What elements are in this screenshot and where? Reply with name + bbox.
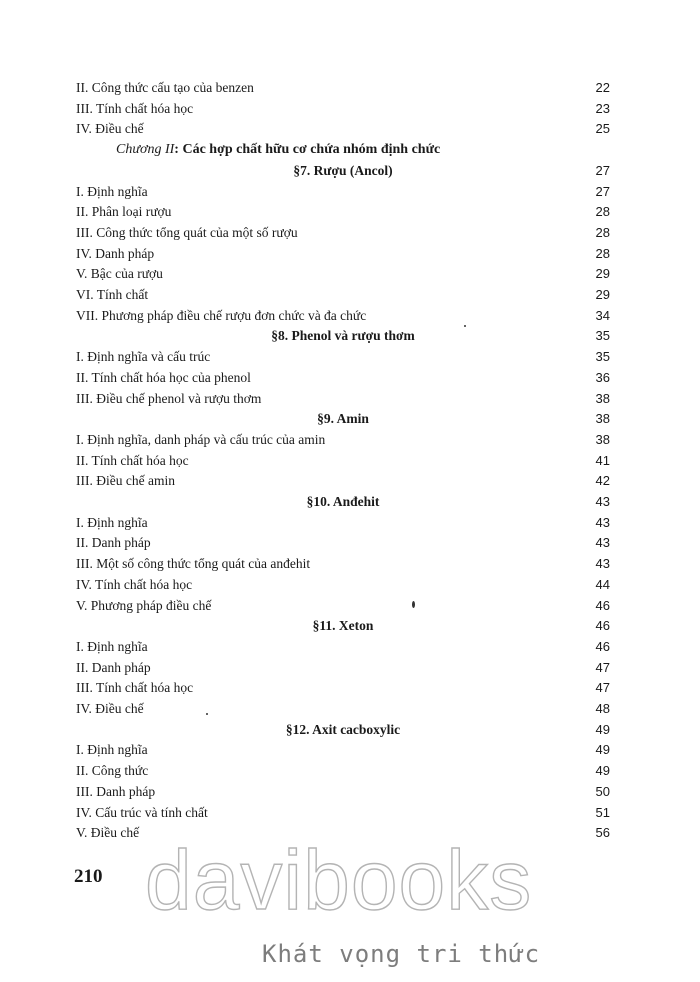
toc-page-number: 46: [595, 597, 610, 613]
toc-entry-title: III. Một số công thức tổng quát của anđehit: [76, 556, 311, 572]
chapter-prefix: Chương II: [116, 142, 175, 158]
toc-entry-title: III. Danh pháp: [76, 783, 156, 799]
toc-entry: [76, 533, 610, 553]
scan-speck: [464, 325, 466, 327]
toc-entry: [76, 471, 610, 491]
toc-entry: [76, 306, 610, 326]
toc-page-number: 46: [595, 618, 610, 634]
toc-entry-title: IV. Điều chế: [76, 121, 144, 137]
toc-page-number: 22: [595, 80, 610, 95]
toc-entry-title: II. Danh pháp: [76, 535, 151, 551]
toc-entry: [76, 389, 610, 409]
toc-entry: [76, 451, 610, 471]
toc-entry-title: II. Tính chất hóa học: [76, 452, 189, 468]
toc-section-heading: [76, 161, 610, 181]
toc-entry-title: III. Tính chất hóa học: [76, 680, 194, 696]
toc-entry-title: Chương II: Các hợp chất hữu cơ chứa nhóm định chức: [116, 142, 441, 158]
toc-entry-title: V. Bậc của rượu: [76, 266, 163, 282]
toc-section-heading: [76, 492, 610, 512]
chapter-title: Các hợp chất hữu cơ chứa nhóm định chức: [182, 142, 441, 158]
toc-entry-title: II. Phân loại rượu: [76, 204, 172, 220]
toc-entry: [76, 637, 610, 657]
toc-entry-title: IV. Danh pháp: [76, 245, 155, 261]
toc-entry-title: I. Định nghĩa và cấu trúc: [76, 349, 211, 365]
toc-entry: [76, 658, 610, 678]
toc-entry-title: §12. Axit cacboxylic: [285, 721, 401, 737]
toc-page-number: 43: [595, 535, 610, 551]
toc-page-number: 56: [595, 825, 610, 841]
toc-entry: [76, 513, 610, 533]
toc-page-number: 34: [595, 307, 610, 323]
toc-page-number: 49: [595, 763, 610, 779]
toc-page-number: 44: [595, 576, 610, 592]
toc-entry: [76, 596, 610, 616]
toc-entry: [76, 368, 610, 388]
toc-page-number: 48: [595, 701, 610, 716]
toc-page-number: 51: [595, 804, 610, 820]
toc-page-number: 29: [595, 266, 610, 282]
toc-entry: [76, 678, 610, 698]
toc-page-number: 29: [595, 287, 610, 302]
toc-page-number: 47: [595, 659, 610, 675]
watermark-brand: davibooks: [145, 833, 533, 927]
toc-entry: [76, 285, 610, 305]
scan-speck: [412, 601, 415, 608]
toc-entry: [76, 803, 610, 823]
toc-section-heading: [76, 720, 610, 740]
toc-entry-title: IV. Điều chế: [76, 701, 144, 716]
toc-page-number: 35: [595, 349, 610, 365]
toc-entry: [76, 740, 610, 760]
toc-chapter-heading: [76, 140, 610, 160]
toc-page-number: 28: [595, 224, 610, 240]
toc-entry-title: II. Tính chất hóa học của phenol: [76, 369, 251, 385]
toc-entry-title: III. Tính chất hóa học: [76, 100, 194, 116]
toc-entry: [76, 182, 610, 202]
toc-section-heading: [76, 409, 610, 429]
toc-entry-title: §11. Xeton: [312, 618, 374, 634]
toc-page-number: 25: [595, 121, 610, 137]
toc-page-number: 46: [595, 638, 610, 654]
toc-page-number: 43: [595, 494, 610, 509]
toc-entry: [76, 347, 610, 367]
toc-entry-title: §7. Rượu (Ancol): [293, 162, 393, 178]
toc-entry-title: §8. Phenol và rượu thơm: [271, 328, 415, 344]
toc-entry-title: III. Điều chế phenol và rượu thơm: [76, 390, 262, 406]
toc-entry-title: VI. Tính chất: [76, 287, 149, 302]
toc-page-number: 35: [595, 328, 610, 344]
toc-entry-title: I. Định nghĩa: [76, 638, 148, 654]
toc-page-number: 28: [595, 204, 610, 220]
toc-section-heading: [76, 616, 610, 636]
toc-page-number: 43: [595, 556, 610, 572]
toc-entry: [76, 244, 610, 264]
toc-entry-title: II. Công thức: [76, 763, 149, 779]
toc-entry-title: IV. Cấu trúc và tính chất: [76, 804, 208, 820]
toc-entry-title: I. Định nghĩa, danh pháp và cấu trúc của amin: [76, 431, 326, 447]
toc-page-number: 23: [595, 100, 610, 116]
toc-entry-title: §10. Anđehit: [306, 494, 380, 509]
toc-entry-title: I. Định nghĩa: [76, 742, 148, 758]
toc-entry: [76, 202, 610, 222]
toc-entry-title: I. Định nghĩa: [76, 514, 148, 530]
toc-entry-title: III. Công thức tổng quát của một số rượu: [76, 224, 298, 240]
toc-page-number: 47: [595, 680, 610, 696]
toc-page-number: 43: [595, 514, 610, 530]
toc-page-number: 38: [595, 431, 610, 447]
toc-entry: [76, 782, 610, 802]
toc-page-number: 36: [595, 369, 610, 385]
page-number: 210: [74, 866, 103, 887]
toc-entry: [76, 575, 610, 595]
toc-entry-title: III. Điều chế amin: [76, 473, 175, 489]
scan-speck: [206, 713, 208, 715]
toc-entry-title: I. Định nghĩa: [76, 183, 148, 199]
toc-page-number: 27: [595, 162, 610, 178]
toc-entry: [76, 223, 610, 243]
toc-page-number: 38: [595, 411, 610, 427]
toc-entry-title: V. Điều chế: [76, 825, 140, 841]
toc-entry: [76, 699, 610, 719]
toc-page-number: 49: [595, 721, 610, 737]
toc-entry: [76, 430, 610, 450]
toc-page-number: 38: [595, 390, 610, 406]
toc-entry: [76, 554, 610, 574]
toc-page-number: 27: [595, 183, 610, 199]
toc-entry: [76, 78, 610, 98]
toc-entry: [76, 264, 610, 284]
toc-page-number: 28: [595, 245, 610, 261]
toc-entry: [76, 99, 610, 119]
toc-entry-title: §9. Amin: [317, 411, 369, 427]
toc-page-number: 50: [595, 783, 610, 799]
toc-section-heading: [76, 326, 610, 346]
toc-entry-title: VII. Phương pháp điều chế rượu đơn chức và đa chức: [76, 307, 367, 323]
toc-entry-title: IV. Tính chất hóa học: [76, 576, 193, 592]
toc-page-number: 42: [595, 473, 610, 489]
toc-entry-title: II. Danh pháp: [76, 659, 151, 675]
watermark-slogan: Khát vọng tri thức: [262, 940, 541, 968]
toc-entry-title: II. Công thức cấu tạo của benzen: [76, 80, 254, 95]
toc-entry-title: V. Phương pháp điều chế: [76, 597, 212, 613]
toc-page-number: 49: [595, 742, 610, 758]
toc-page-number: 41: [595, 452, 610, 468]
toc-entry: [76, 119, 610, 139]
toc-entry: [76, 761, 610, 781]
